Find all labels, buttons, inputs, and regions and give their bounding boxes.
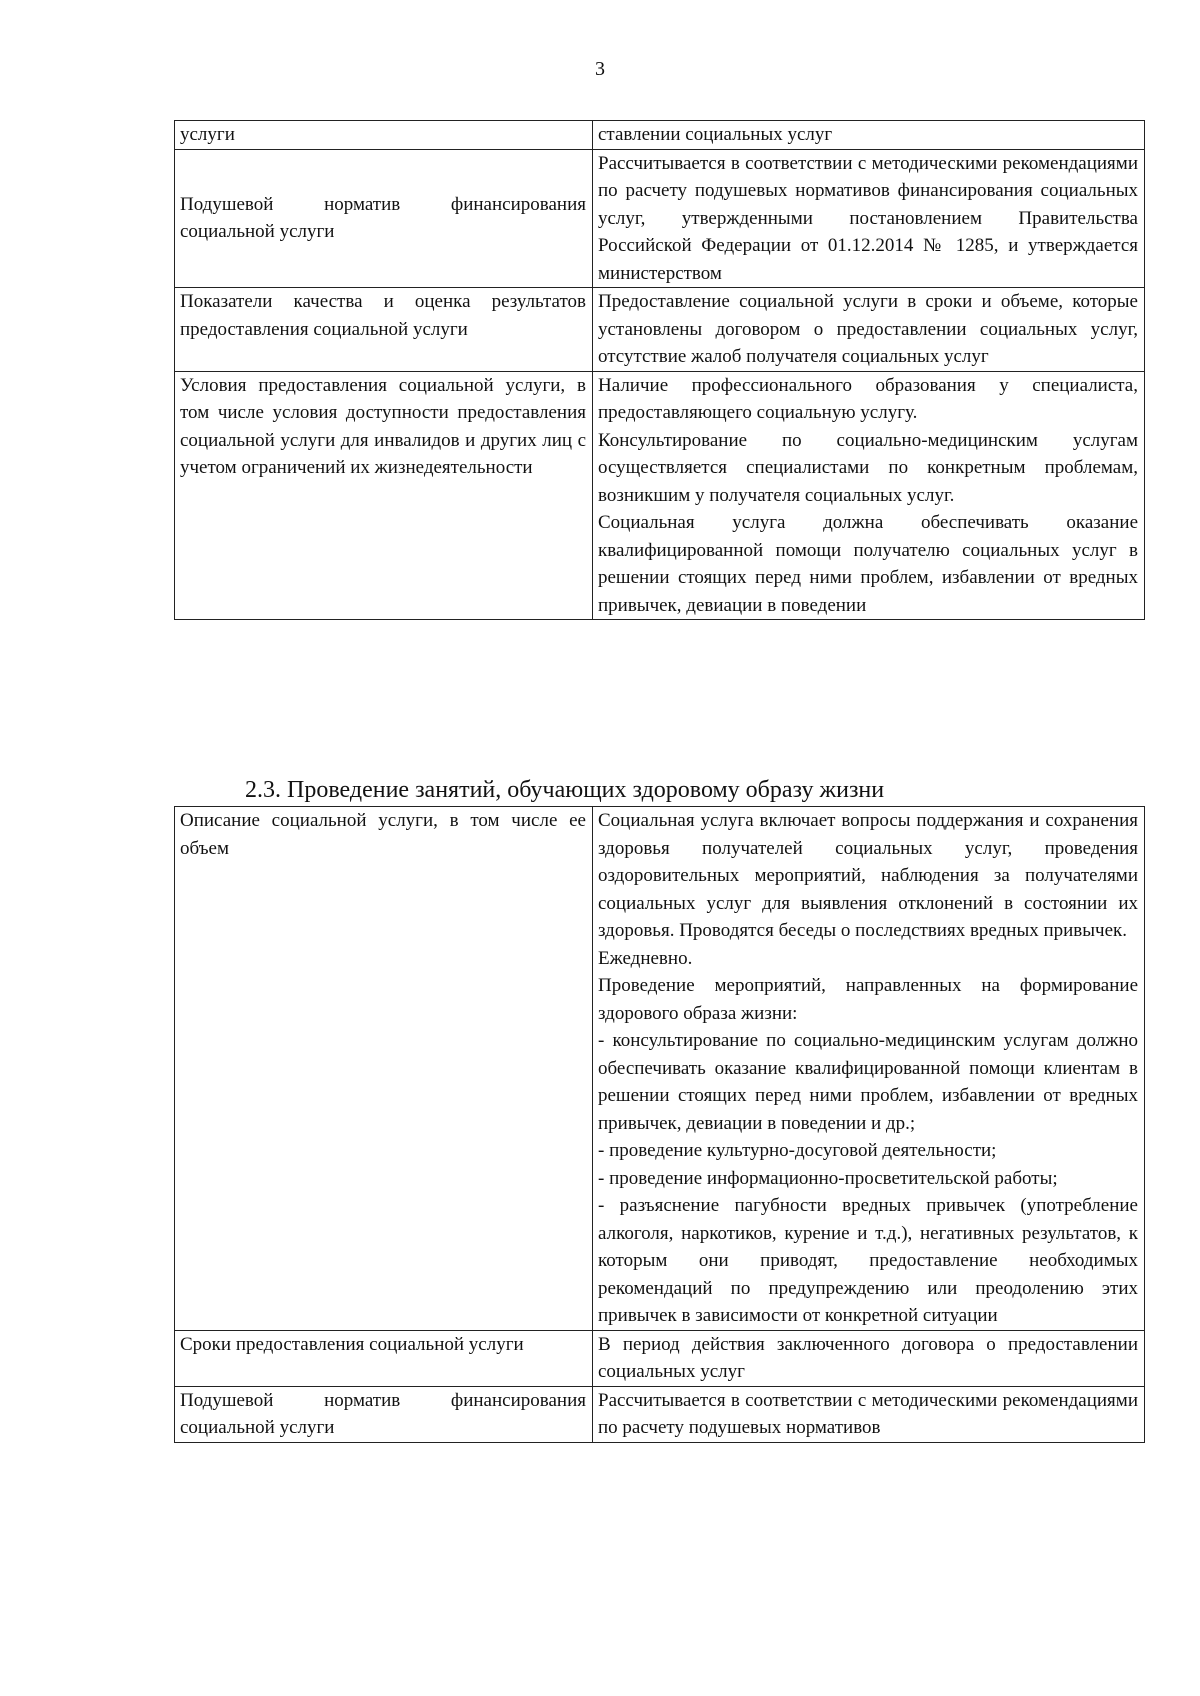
value-paragraph: Предоставление социальной услуги в сроки и объеме, которые установлены договором о предоставлении социальных услуг, отсутствие жалоб получателя социальных услуг	[598, 291, 1138, 367]
value-paragraph: Социальная услуга должна обеспечивать оказание квалифицированной помощи получателю социальных услуг в решении стоящих перед ними проблем, избавлении от вредных привычек, девиации в поведении	[598, 512, 1138, 616]
row-value	[593, 371, 1145, 620]
row-label: Подушевой норматив финансирования социальной услуги	[175, 1386, 593, 1442]
value-paragraph: Консультирование по социально-медицинским услугам осуществляется специалистами по конкретным проблемам, возникшим у получателя социальных услуг.	[598, 429, 1138, 506]
value-paragraph: - разъяснение пагубности вредных привычек (употребление алкоголя, наркотиков, курение и т.д.), негативных результатов, к которым они приводят, предоставление необходимых рекомендаций по предупреждению или преодолению этих привычек в зависимости от конкретной ситуации	[598, 1195, 1138, 1326]
row-value	[593, 1386, 1145, 1442]
page-number: 3	[595, 58, 605, 80]
value-paragraph: - консультирование по социально-медицинским услугам должно обеспечивать оказание квалифицированной помощи клиентам в решении стоящих перед ними проблем, избавлении от вредных привычек, девиации в поведении и др.;	[598, 1030, 1138, 1134]
table-row	[175, 149, 1145, 288]
value-paragraph: - проведение культурно-досуговой деятельности;	[598, 1140, 997, 1161]
row-value	[593, 288, 1145, 372]
table-row	[175, 1386, 1145, 1442]
row-label: Описание социальной услуги, в том числе ее объем	[175, 807, 593, 1331]
row-value	[593, 807, 1145, 1331]
table-row	[175, 371, 1145, 620]
row-label: Показатели качества и оценка результатов предоставления социальной услуги	[175, 288, 593, 372]
row-value	[593, 149, 1145, 288]
value-paragraph: Наличие профессионального образования у специалиста, предоставляющего социальную услугу.	[598, 374, 1138, 423]
table-row	[175, 1330, 1145, 1386]
section-title: 2.3. Проведение занятий, обучающих здоровому образу жизни	[245, 777, 885, 803]
services-table-continued	[174, 120, 1145, 620]
row-value	[593, 121, 1145, 150]
value-paragraph: - проведение информационно-просветительской работы;	[598, 1167, 1058, 1189]
row-label: Условия предоставления социальной услуги, в том числе условия доступности предоставления социальной услуги для инвалидов и других лиц с учетом ограничений их жизнедеятельности	[175, 371, 593, 620]
value-paragraph: ставлении социальных услуг	[598, 124, 833, 145]
table-row	[175, 807, 1145, 1331]
value-paragraph: Социальная услуга включает вопросы поддержания и сохранения здоровья получателей социальных услуг, проведения оздоровительных мероприятий, наблюдения за получателями социальных услуг для выявления отклонений в состоянии их здоровья. Проводятся беседы о последствиях вредных привычек.	[598, 810, 1138, 941]
value-paragraph: Рассчитывается в соответствии с методическими рекомендациями по расчету подушевых нормативов финансирования социальных услуг, утвержденными постановлением Правительства Российской Федерации от 01.12.2014 № 1285, и утверждается министерством	[598, 152, 1138, 284]
services-table	[174, 806, 1145, 1443]
value-paragraph: Рассчитывается в соответствии с методическими рекомендациями по расчету подушевых нормативов	[598, 1389, 1138, 1438]
table-row	[175, 121, 1145, 150]
row-value	[593, 1330, 1145, 1386]
row-label: услуги	[175, 121, 593, 150]
value-paragraph: Проведение мероприятий, направленных на формирование здорового образа жизни:	[598, 975, 1138, 1024]
value-paragraph: В период действия заключенного договора о предоставлении социальных услуг	[598, 1333, 1138, 1382]
row-label: Сроки предоставления социальной услуги	[175, 1330, 593, 1386]
value-paragraph: Ежедневно.	[598, 947, 693, 969]
row-label: Подушевой норматив финансирования социальной услуги	[175, 149, 593, 288]
table-row	[175, 288, 1145, 372]
